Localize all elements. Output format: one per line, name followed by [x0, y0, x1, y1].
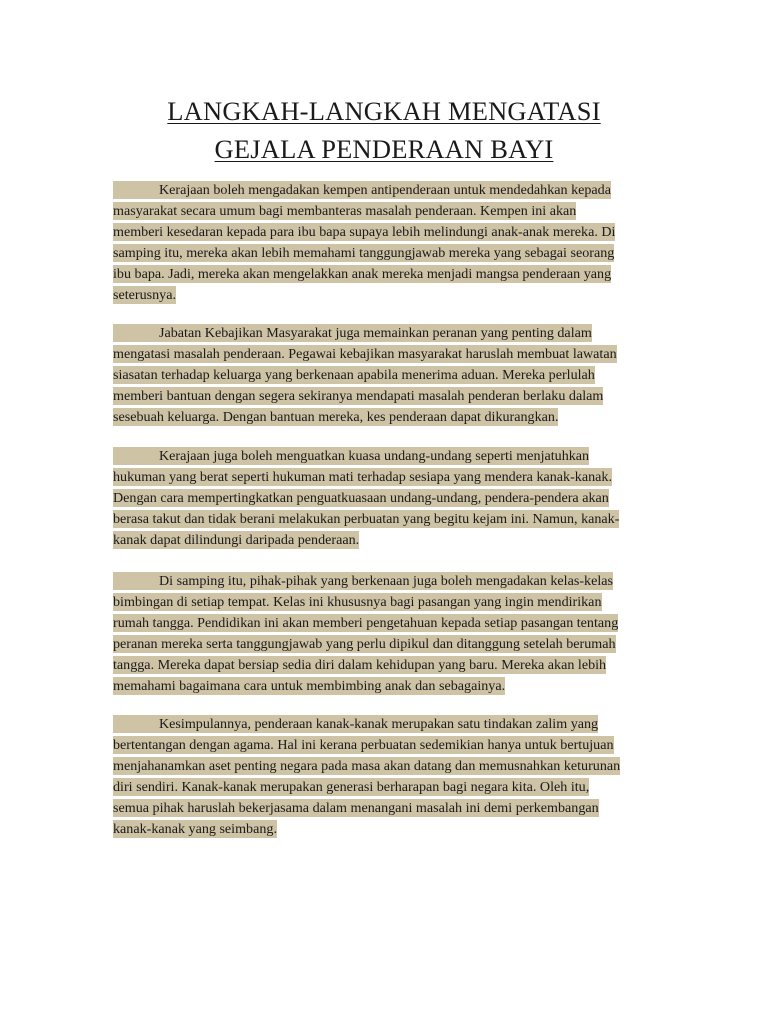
paragraph-3: [113, 446, 658, 551]
text-line: bertentangan dengan agama. Hal ini kerana perbuatan sedemikian hanya untuk bertujuan: [113, 737, 614, 753]
text-line: sesebuah keluarga. Dengan bantuan mereka, kes penderaan dapat dikurangkan.: [113, 409, 559, 425]
text-line: kanak-kanak yang seimbang.: [113, 821, 277, 837]
text-line: semua pihak haruslah bekerjasama dalam menangani masalah ini demi perkembangan: [113, 800, 599, 816]
page-title: [0, 92, 768, 168]
text-line: masyarakat secara umum bagi membanteras masalah penderaan. Kempen ini akan: [113, 203, 577, 219]
text-line: seterusnya.: [113, 287, 177, 303]
text-line: Dengan cara mempertingkatkan penguatkuasaan undang-undang, pendera-pendera akan: [113, 490, 609, 506]
text-line: Kerajaan juga boleh menguatkan kuasa undang-undang seperti menjatuhkan: [113, 446, 658, 467]
paragraph-2: [113, 323, 658, 428]
paragraph-5: [113, 714, 658, 840]
text-line: rumah tangga. Pendidikan ini akan memberi pengetahuan kepada setiap pasangan tentang: [113, 615, 619, 631]
text-line: Kerajaan boleh mengadakan kempen antipenderaan untuk mendedahkan kepada: [113, 180, 658, 201]
text-line: berasa takut dan tidak berani melakukan perbuatan yang begitu kejam ini. Namun, kanak-: [113, 511, 620, 527]
title-line-1: LANGKAH-LANGKAH MENGATASI: [167, 96, 601, 126]
text-line: kanak dapat dilindungi daripada penderaan.: [113, 532, 360, 548]
text-line: Kesimpulannya, penderaan kanak-kanak merupakan satu tindakan zalim yang: [113, 714, 658, 735]
title-line-2: GEJALA PENDERAAN BAYI: [214, 134, 554, 164]
text-line: samping itu, mereka akan lebih memahami tanggungjawab mereka yang sebagai seorang: [113, 245, 615, 261]
text-line: ibu bapa. Jadi, mereka akan mengelakkan anak mereka menjadi mangsa penderaan yang: [113, 266, 612, 282]
text-line: hukuman yang berat seperti hukuman mati terhadap sesiapa yang mendera kanak-kanak.: [113, 469, 612, 485]
paragraph-1: [113, 180, 658, 306]
text-line: memberi bantuan dengan segera sekiranya mendapati masalah penderan berlaku dalam: [113, 388, 604, 404]
text-line: Di samping itu, pihak-pihak yang berkenaan juga boleh mengadakan kelas-kelas: [113, 571, 658, 592]
text-line: memberi kesedaran kepada para ibu bapa supaya lebih melindungi anak-anak mereka. Di: [113, 224, 616, 240]
text-line: peranan mereka serta tanggungjawab yang perlu dipikul dan ditanggung setelah berumah: [113, 636, 616, 652]
text-line: bimbingan di setiap tempat. Kelas ini khususnya bagi pasangan yang ingin mendirikan: [113, 594, 602, 610]
text-line: menjahanamkan aset penting negara pada masa akan datang dan memusnahkan keturunan: [113, 758, 621, 774]
text-line: mengatasi masalah penderaan. Pegawai kebajikan masyarakat haruslah membuat lawatan: [113, 346, 617, 362]
text-line: tangga. Mereka dapat bersiap sedia diri dalam kehidupan yang baru. Mereka akan lebih: [113, 657, 607, 673]
text-line: siasatan terhadap keluarga yang berkenaan apabila menerima aduan. Mereka perlulah: [113, 367, 595, 383]
text-line: memahami bagaimana cara untuk membimbing anak dan sebagainya.: [113, 678, 506, 694]
text-line: Jabatan Kebajikan Masyarakat juga memainkan peranan yang penting dalam: [113, 323, 658, 344]
text-line: diri sendiri. Kanak-kanak merupakan generasi berharapan bagi negara kita. Oleh itu,: [113, 779, 590, 795]
paragraph-4: [113, 571, 658, 697]
